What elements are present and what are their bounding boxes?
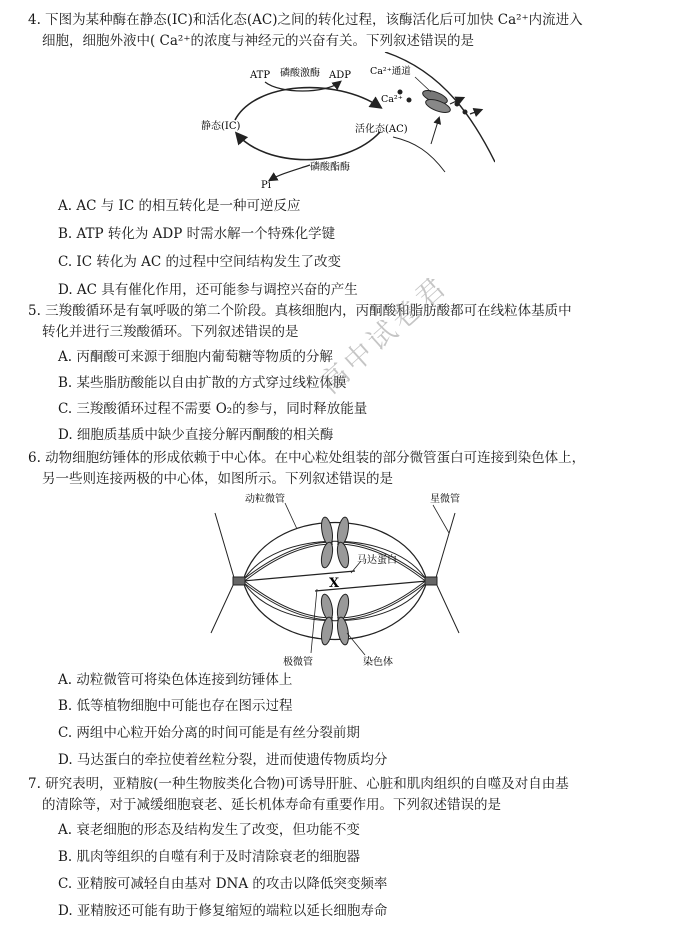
q5-option-b[interactable]: B. 某些脂肪酸能以自由扩散的方式穿过线粒体膜 — [58, 375, 347, 391]
label-kinase: 磷酸激酶 — [280, 68, 320, 79]
q4-option-c[interactable]: C. IC 转化为 AC 的过程中空间结构发生了改变 — [58, 254, 342, 270]
label-phosphatase: 磷酸酯酶 — [310, 162, 350, 173]
question-6-stem-line2: 另一些则连接两极的中心体，如图所示。下列叙述错误的是 — [42, 471, 393, 487]
q5-option-a[interactable]: A. 丙酮酸可来源于细胞内葡萄糖等物质的分解 — [58, 349, 333, 365]
label-ca: Ca²⁺ — [381, 94, 403, 105]
label-atp: ATP — [250, 70, 271, 81]
watermark: 高中试卷君 — [313, 268, 455, 401]
q7-option-a[interactable]: A. 衰老细胞的形态及结构发生了改变，但功能不变 — [58, 822, 360, 838]
q5-option-c[interactable]: C. 三羧酸循环过程不需要 O₂的参与，同时释放能量 — [58, 401, 368, 417]
label-ac: 活化态(AC) — [355, 124, 408, 135]
question-7-stem-line2: 的清除等，对于减缓细胞衰老、延长机体寿命有重要作用。下列叙述错误的是 — [42, 797, 501, 813]
q7-option-d[interactable]: D. 亚精胺还可能有助于修复缩短的端粒以延长细胞寿命 — [58, 903, 388, 919]
label-astral-microtubule: 星微管 — [430, 494, 460, 505]
q6-option-c[interactable]: C. 两组中心粒开始分离的时间可能是有丝分裂前期 — [58, 725, 360, 741]
question-5-stem-line1: 5. 三羧酸循环是有氧呼吸的第二个阶段。真核细胞内，丙酮酸和脂肪酸都可在线粒体基质中 — [28, 303, 572, 319]
q4-option-b[interactable]: B. ATP 转化为 ADP 时需水解一个特殊化学键 — [58, 226, 336, 242]
label-chromosome: 染色体 — [363, 657, 393, 668]
label-adp: ADP — [329, 70, 351, 81]
q6-option-b[interactable]: B. 低等植物细胞中可能也存在图示过程 — [58, 698, 293, 714]
q6-option-a[interactable]: A. 动粒微管可将染色体连接到纺锤体上 — [58, 672, 293, 688]
question-4-stem-line2: 细胞，细胞外液中( Ca²⁺的浓度与神经元的兴奋有关。下列叙述错误的是 — [42, 33, 474, 49]
question-6 — [28, 448, 670, 490]
question-7 — [28, 774, 670, 816]
question-4-stem-line1: 4. 下图为某种酶在静态(IC)和活化态(AC)之间的转化过程，该酶活化后可加快 Ca²⁺内流进入 — [28, 12, 583, 28]
q4-option-d[interactable]: D. AC 具有催化作用，还可能参与调控兴奋的产生 — [58, 282, 358, 298]
label-polar-microtubule: 极微管 — [283, 657, 313, 668]
question-5-stem-line2: 转化并进行三羧酸循环。下列叙述错误的是 — [42, 324, 299, 340]
q6-option-d[interactable]: D. 马达蛋白的牵拉使着丝粒分裂，进而使遗传物质均分 — [58, 752, 388, 768]
q4-option-a[interactable]: A. AC 与 IC 的相互转化是一种可逆反应 — [58, 198, 301, 214]
label-ca-channel: Ca²⁺通道 — [370, 66, 411, 77]
label-pi: Pi — [261, 180, 271, 191]
q7-option-b[interactable]: B. 肌肉等组织的自噬有利于及时清除衰老的细胞器 — [58, 849, 361, 865]
question-4 — [28, 10, 670, 52]
label-kinetochore-microtubule: 动粒微管 — [245, 494, 285, 505]
enzyme-conversion-diagram — [195, 52, 495, 192]
label-motor-protein: 马达蛋白 — [357, 555, 397, 566]
spindle-diagram — [205, 493, 485, 671]
q5-option-d[interactable]: D. 细胞质基质中缺少直接分解丙酮酸的相关酶 — [58, 427, 334, 443]
question-6-stem-line1: 6. 动物细胞纺锤体的形成依赖于中心体。在中心粒处组装的部分微管蛋白可连接到染色体上， — [28, 450, 586, 466]
q7-option-c[interactable]: C. 亚精胺可减轻自由基对 DNA 的攻击以降低突变频率 — [58, 876, 388, 892]
question-7-stem-line1: 7. 研究表明，亚精胺(一种生物胺类化合物)可诱导肝脏、心脏和肌肉组织的自噬及对自由基 — [28, 776, 569, 792]
label-ic: 静态(IC) — [201, 121, 241, 132]
svg-text:X: X — [329, 576, 340, 591]
